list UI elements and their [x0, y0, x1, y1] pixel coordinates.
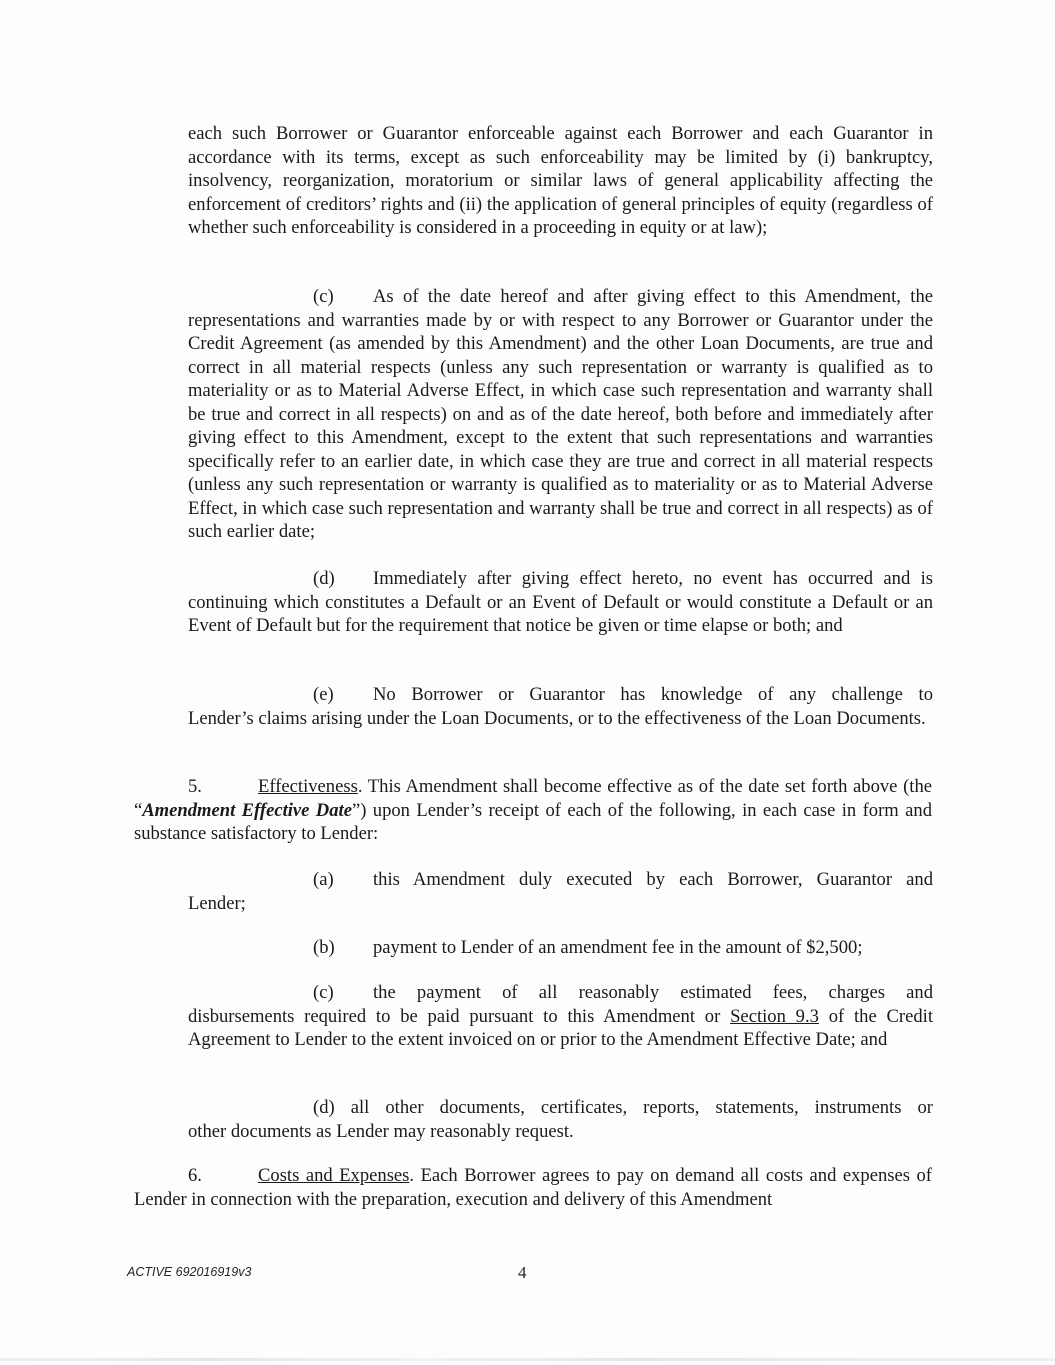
- section-5-item-a: [188, 868, 933, 915]
- item-c-body-before: disbursements required to be paid pursuant to this Amendment or: [188, 1005, 731, 1027]
- clause-c-label: (c): [313, 286, 334, 307]
- section-9-3-reference: Section 9.3: [730, 1005, 819, 1027]
- section-5-text-after: ”) upon Lender’s receipt of each of the following, in each case in form and substance satisfactory to Lender:: [134, 799, 932, 844]
- section-6-heading: Costs and Expenses: [258, 1165, 410, 1186]
- item-c-label: (c): [313, 982, 334, 1003]
- item-a-first-line: this Amendment duly executed by each Borrower, Guarantor and: [373, 869, 933, 890]
- item-d-body: other documents as Lender may reasonably request.: [188, 1120, 574, 1142]
- clause-d: [188, 567, 933, 638]
- clause-c: [188, 285, 933, 544]
- clause-d-label: (d): [313, 568, 335, 589]
- item-a-label: (a): [313, 869, 334, 890]
- item-c-body-after: of the Credit Agreement to Lender to the extent invoiced on or prior to the Amendment Effective Date; and: [188, 1005, 933, 1050]
- item-b-text: payment to Lender of an amendment fee in the amount of $2,500;: [373, 937, 863, 958]
- clause-e-first-line: No Borrower or Guarantor has knowledge of any challenge to: [373, 684, 933, 705]
- amendment-effective-date-term: Amendment Effective Date: [142, 799, 352, 821]
- section-6-text: . Each Borrower agrees to pay on demand all costs and expenses of Lender in connection with the preparation, execution and delivery of this Amendment: [134, 1165, 932, 1210]
- clause-e: [188, 683, 933, 730]
- intro-text: each such Borrower or Guarantor enforceable against each Borrower and each Guarantor in accordance with its terms, except as such enforceability may be limited by (i) bankruptcy, insolvency, reorganization, moratorium or similar laws of general applicability affecting the enforcement of creditors’ rights and (ii) the application of general principles of equity (regardless of whether such enforceability is considered in a proceeding in equity or at law);: [188, 123, 933, 238]
- section-6: [134, 1164, 932, 1211]
- item-b-label: (b): [313, 937, 335, 958]
- scan-edge-divider: [0, 1358, 1055, 1361]
- section-5: [134, 775, 932, 846]
- clause-e-label: (e): [313, 684, 334, 705]
- page-number: 4: [518, 1263, 527, 1282]
- section-5-text-before: . This Amendment shall become effective as of the date set forth above (the “: [134, 776, 932, 821]
- item-d-first-line: all other documents, certificates, reports, statements, instruments or: [350, 1097, 933, 1118]
- clause-e-body: Lender’s claims arising under the Loan Documents, or to the effectiveness of the Loan Documents.: [188, 707, 926, 729]
- clause-c-first-line: As of the date hereof and after giving effect to this Amendment, the: [373, 286, 933, 307]
- clause-d-body: continuing which constitutes a Default or an Event of Default or would constitute a Default or an Event of Default but for the requirement that notice be given or time elapse or both; and: [188, 591, 933, 636]
- section-5-item-b: [188, 936, 933, 960]
- section-5-heading: Effectiveness: [258, 776, 358, 797]
- clause-c-body: representations and warranties made by or with respect to any Borrower or Guarantor under the Credit Agreement (as amended by this Amendment) and the other Loan Documents, are true and correct in all material respects (unless any such representation or warranty is qualified as to materiality or as to Material Adverse Effect, in which case such representation and warranty shall be true and correct in all respects) on and as of the date hereof, both before and immediately after giving effect to this Amendment, except to the extent that such representations and warranties specifically refer to an earlier date, in which case they are true and correct in all material respects (unless any such representation or warranty is qualified as to materiality or as to Material Adverse Effect, in which case such representation and warranty shall be true and correct in all respects) as of such earlier date;: [188, 309, 933, 542]
- section-5-item-d: [188, 1096, 933, 1143]
- item-d-label: (d): [313, 1097, 335, 1118]
- section-6-number: 6.: [188, 1165, 202, 1186]
- intro-paragraph: [188, 122, 933, 240]
- item-a-body: Lender;: [188, 892, 246, 914]
- document-id-footer: ACTIVE 692016919v3: [127, 1265, 252, 1279]
- item-c-first-line: the payment of all reasonably estimated fees, charges and: [373, 982, 933, 1003]
- clause-d-first-line: Immediately after giving effect hereto, no event has occurred and is: [373, 568, 933, 589]
- section-5-item-c: [188, 981, 933, 1052]
- section-5-number: 5.: [188, 776, 202, 797]
